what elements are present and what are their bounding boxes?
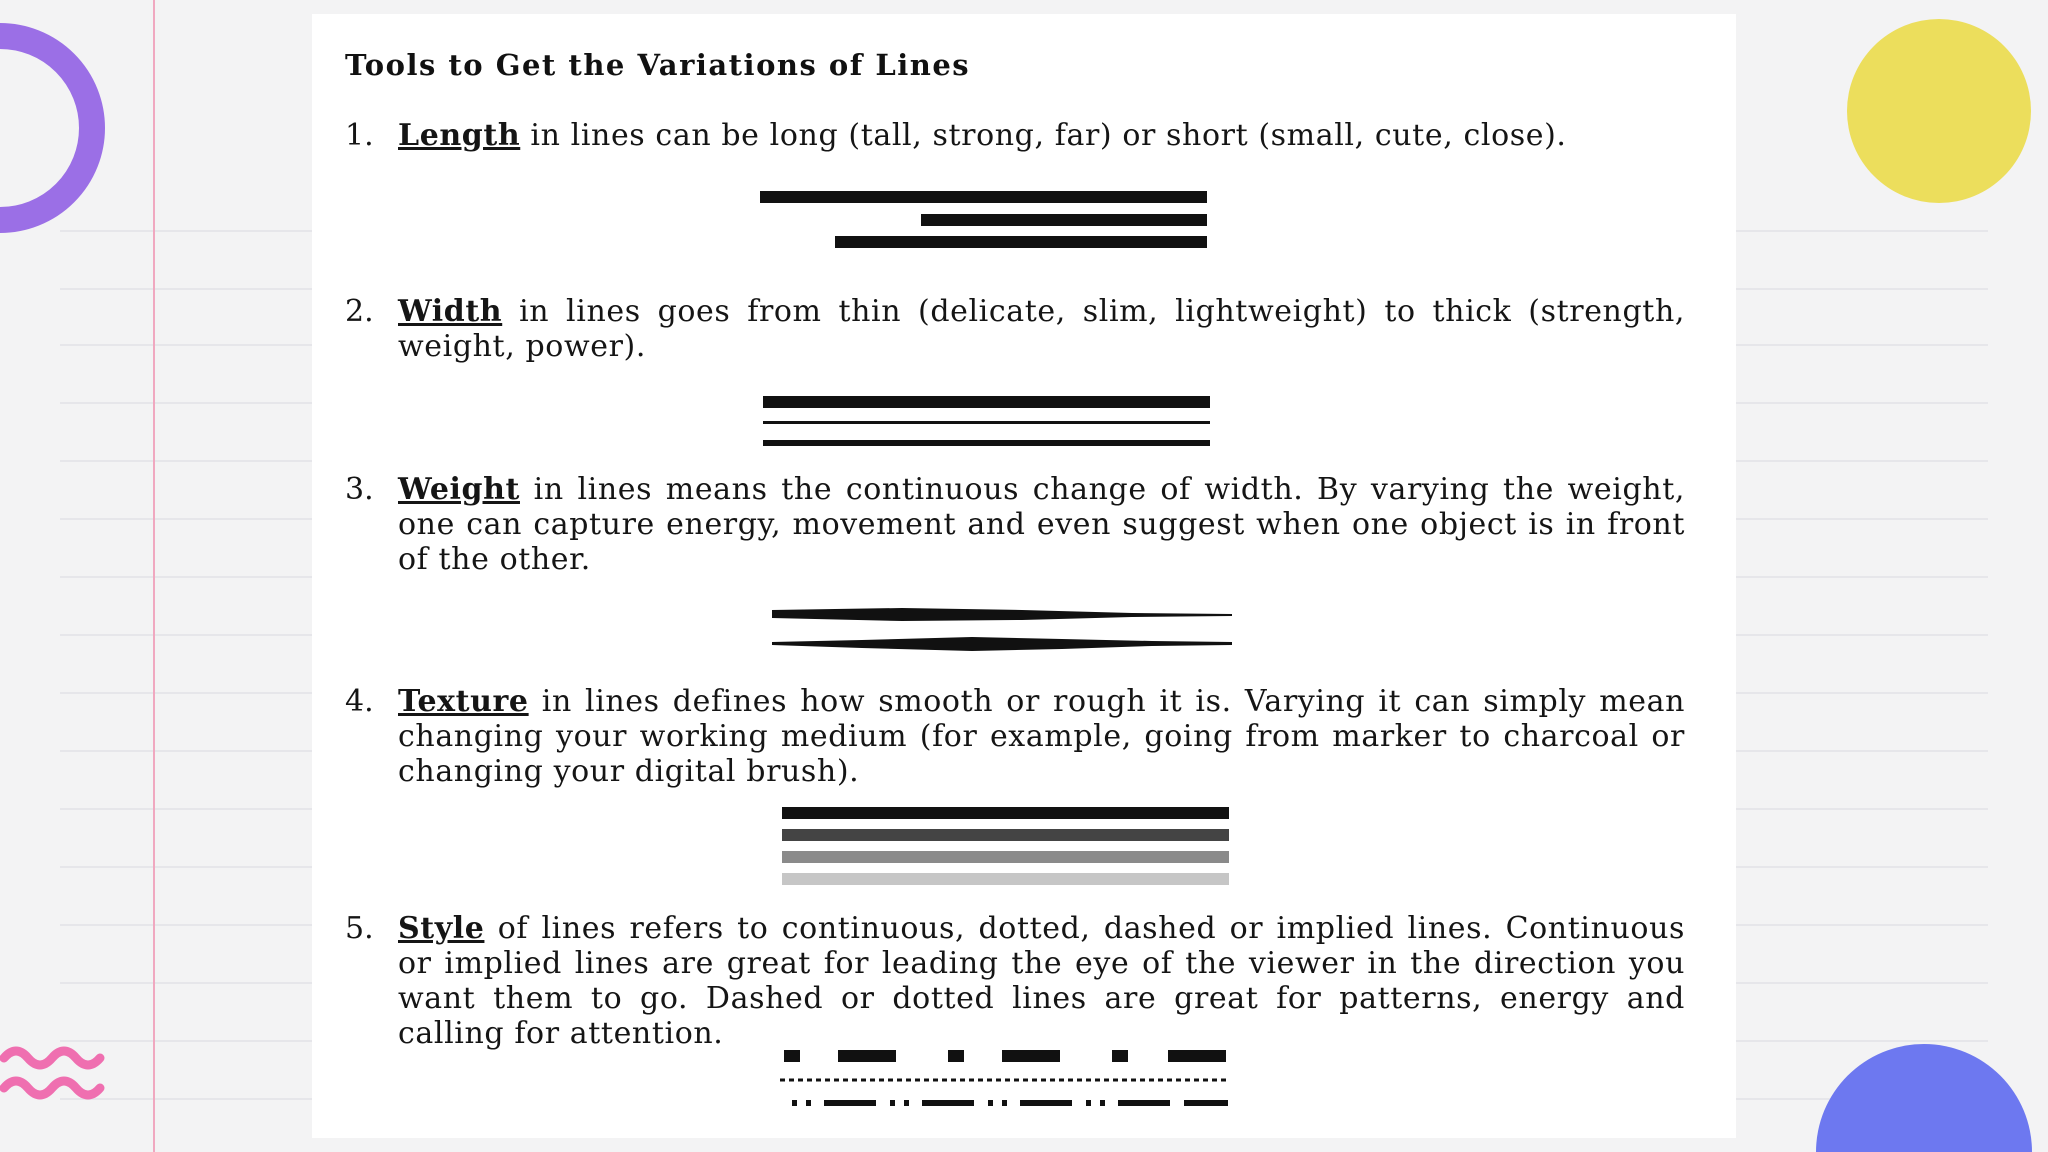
item-term: Width	[398, 294, 503, 329]
list-item	[345, 911, 1685, 1051]
item-number: 4.	[345, 684, 374, 719]
list-item	[345, 684, 1685, 789]
item-text	[398, 118, 1685, 153]
item-text	[398, 472, 1685, 577]
document-sheet	[312, 14, 1736, 1138]
medium-width-line	[763, 440, 1210, 446]
item-text	[398, 294, 1685, 364]
thick-line	[763, 396, 1210, 408]
item-term: Texture	[398, 684, 529, 719]
item-term: Weight	[398, 472, 520, 507]
purple-ring-icon	[0, 18, 120, 238]
margin-line	[153, 0, 155, 1152]
list-item	[345, 472, 1685, 577]
item-description: in lines goes from thin (delicate, slim, lightweight) to thick (strength, weight, power).	[398, 294, 1685, 364]
item-term: Length	[398, 118, 521, 153]
blue-circle-icon	[1814, 1042, 2034, 1152]
item-number: 5.	[345, 911, 374, 946]
roughest-line	[782, 873, 1229, 885]
pink-wave-icon	[0, 1042, 112, 1112]
thin-line	[763, 421, 1210, 424]
list-item	[345, 294, 1685, 364]
item-description: in lines means the continuous change of width. By varying the weight, one can capture energy, movement and even suggest when one object is in front of the other.	[398, 472, 1685, 577]
item-term: Style	[398, 911, 485, 946]
style-lines-illustration	[780, 1050, 1240, 1120]
item-description: in lines can be long (tall, strong, far) or short (small, cute, close).	[520, 118, 1567, 153]
smooth-line	[782, 807, 1229, 819]
item-description: in lines defines how smooth or rough it is. Varying it can simply mean changing your working medium (for example, going from marker to charcoal or changing your digital brush).	[398, 684, 1685, 789]
item-text	[398, 684, 1685, 789]
item-number: 1.	[345, 118, 374, 153]
list-item	[345, 118, 1685, 153]
item-number: 2.	[345, 294, 374, 329]
item-text	[398, 911, 1685, 1051]
item-description: of lines refers to continuous, dotted, dashed or implied lines. Continuous or implied lines are great for leading the eye of the viewer in the direction you want them to go. Dashed or dotted lines are great for patterns, energy and calling for attention.	[398, 911, 1685, 1051]
rougher-line	[782, 851, 1229, 863]
document-title: Tools to Get the Variations of Lines	[345, 48, 971, 82]
long-line	[760, 191, 1207, 203]
medium-line	[835, 236, 1207, 248]
item-number: 3.	[345, 472, 374, 507]
weight-lines-illustration	[772, 604, 1232, 664]
short-line	[921, 214, 1207, 226]
yellow-circle-icon	[1846, 18, 2032, 204]
rough-line	[782, 829, 1229, 841]
